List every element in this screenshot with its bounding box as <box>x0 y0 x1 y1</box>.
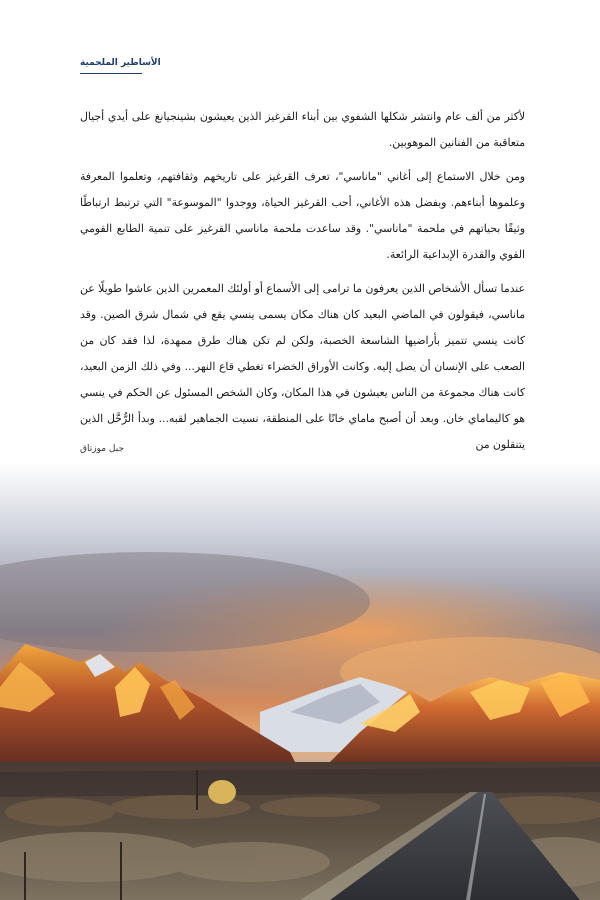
header-underline <box>80 73 142 74</box>
body-text <box>80 104 525 466</box>
chapter-title: الأساطير الملحمية <box>80 58 161 68</box>
mountain-photo <box>0 462 600 900</box>
paragraph: ومن خلال الاستماع إلى أغاني "ماناسي"، تعرف القرغيز على تاريخهم وثقافتهم، وتعلموا المعرفة وعلموها أبناءهم. وبفضل هذه الأغاني، أحب القرغيز الحياة، ووجدوا "الموسوعة" التي ترتبط ارتباطًا وثيقًا بحياتهم في ملحمة "ماناسي". وقد ساعدت ملحمة ماناسي القرغيز على تنمية الطابع القومي القوي والقدرة الإبداعية الرائعة. <box>80 170 525 261</box>
paragraph: عندما تسأل الأشخاص الذين يعرفون ما ترامى إلى الأسماع أو أولئك المعمرين الذين عاشوا طويلًا عن ماناسي، فيقولون في الماضي البعيد كان هناك مكان يسمى ينسي يقع في شمال شرق الصين. وقد كانت ينسي تتميز بأراضيها الشاسعة الخصبة، ولكن لم تكن هناك طرق ممهدة، لذا فقد كان من الصعب على الإنسان أن يصل إليه. وكانت الأوراق الخضراء تغطي قاع النهر... وفي ذلك الزمن البعيد، كانت هناك مجموعة من الناس يعيشون في هذا المكان، وكان الشخص المسئول عن الحكم في ينسي هو كاليماماي خان. وبعد أن أصبح ماماي خانًا على المنطقة، نسيت الجماهير لقبه... وبدأ الرُّحَّل الذين يتنقلون من <box>80 282 525 451</box>
paragraph: لأكثر من ألف عام وانتشر شكلها الشفوي بين أبناء القرغيز الذين يعيشون بشينجيانغ على أيدي أجيال متعاقبة من الفنانين الموهوبين. <box>80 110 525 149</box>
running-header <box>80 58 600 80</box>
photo-caption: جبل موزتاق <box>80 444 125 454</box>
